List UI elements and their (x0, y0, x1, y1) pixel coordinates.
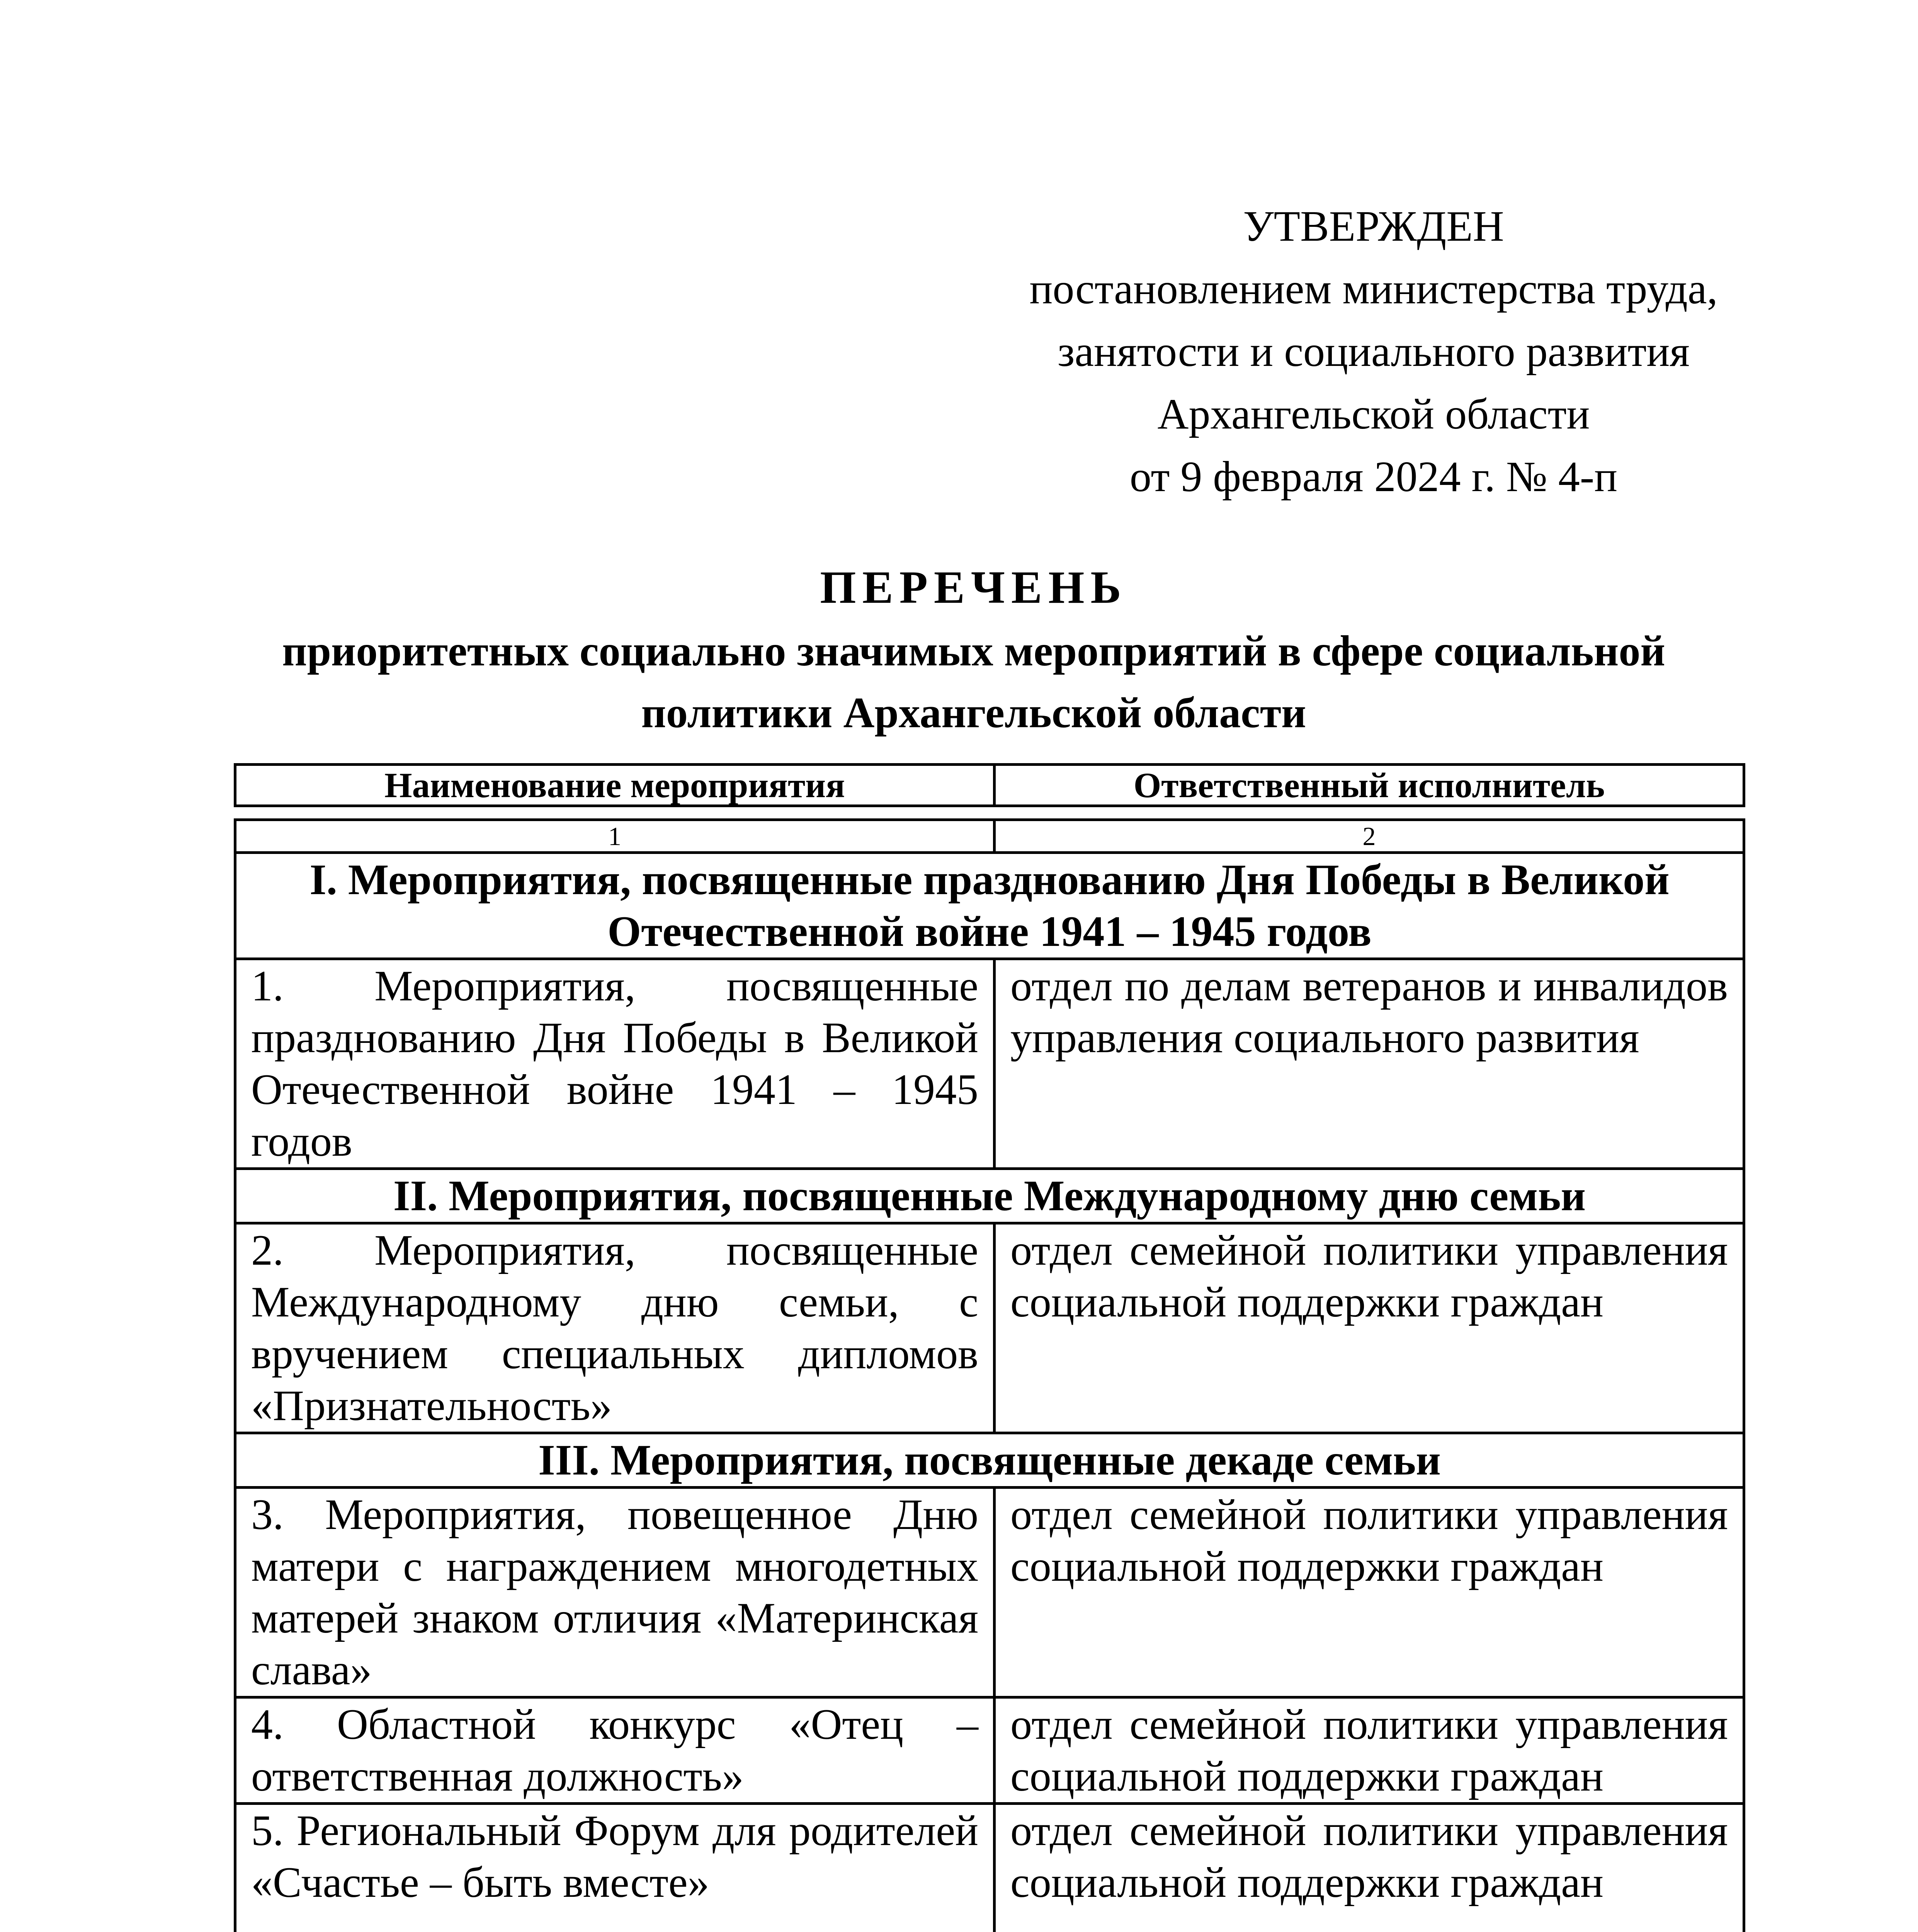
approval-issuer-line: занятости и социального развития (1058, 328, 1690, 376)
executor-cell: отдел семейной политики управления социальной поддержки граждан (995, 1223, 1744, 1433)
event-name-cell: 3. Мероприятия, повещенное Дню матери с награждением многодетных матерей знаком отличия «Материнская слава» (235, 1488, 995, 1697)
document-heading: ПЕРЕЧЕНЬ (820, 561, 1127, 613)
approval-issuer-line: постановлением министерства труда, (1029, 265, 1718, 313)
section-title: II. Мероприятия, посвященные Международному дню семьи (235, 1169, 1744, 1223)
executor-cell: отдел по делам ветеранов и инвалидов управления социального развития (995, 959, 1744, 1169)
table-row (235, 1488, 1744, 1697)
executor-cell: отдел семейной политики управления социальной поддержки граждан (995, 1804, 1744, 1932)
table-row (235, 1804, 1744, 1932)
event-name-cell: 4. Областной конкурс «Отец – ответственная должность» (235, 1697, 995, 1804)
approval-stamp-title: УТВЕРЖДЕН (1243, 202, 1504, 250)
executor-cell: отдел семейной политики управления социальной поддержки граждан (995, 1697, 1744, 1804)
document-title (232, 554, 1716, 744)
table-header (234, 763, 1745, 807)
section-row (235, 1433, 1744, 1488)
section-row (235, 853, 1744, 959)
approval-date-number: от 9 февраля 2024 г. № 4-п (1129, 453, 1618, 501)
document-subtitle-line: приоритетных социально значимых мероприятий в сфере социальной (282, 627, 1665, 675)
column-header-executor: Ответственный исполнитель (995, 765, 1744, 806)
event-name-cell: 1. Мероприятия, посвященные празднованию Дня Победы в Великой Отечественной войне 1941 – 1945 годов (235, 959, 995, 1169)
approval-region-line: Архангельской области (1157, 390, 1590, 438)
section-row (235, 1169, 1744, 1223)
event-name-cell: 5. Региональный Форум для родителей «Счастье – быть вместе» (235, 1804, 995, 1932)
column-number: 1 (235, 820, 995, 853)
column-number: 2 (995, 820, 1744, 853)
table-row (235, 959, 1744, 1169)
table-row (235, 1223, 1744, 1433)
column-header-event-name: Наименование мероприятия (235, 765, 995, 806)
events-table (234, 818, 1745, 1932)
executor-cell: отдел семейной политики управления социальной поддержки граждан (995, 1488, 1744, 1697)
event-name-cell: 2. Мероприятия, посвященные Международному дню семьи, с вручением специальных дипломов «Признательность» (235, 1223, 995, 1433)
section-title: III. Мероприятия, посвященные декаде семьи (235, 1433, 1744, 1488)
column-number-row (235, 820, 1744, 853)
document-subtitle-line: политики Архангельской области (641, 689, 1306, 737)
table-row (235, 1697, 1744, 1804)
section-title: I. Мероприятия, посвященные празднованию Дня Победы в Великой Отечественной войне 1941 – 1945 годов (235, 853, 1744, 959)
approval-block (985, 195, 1762, 508)
